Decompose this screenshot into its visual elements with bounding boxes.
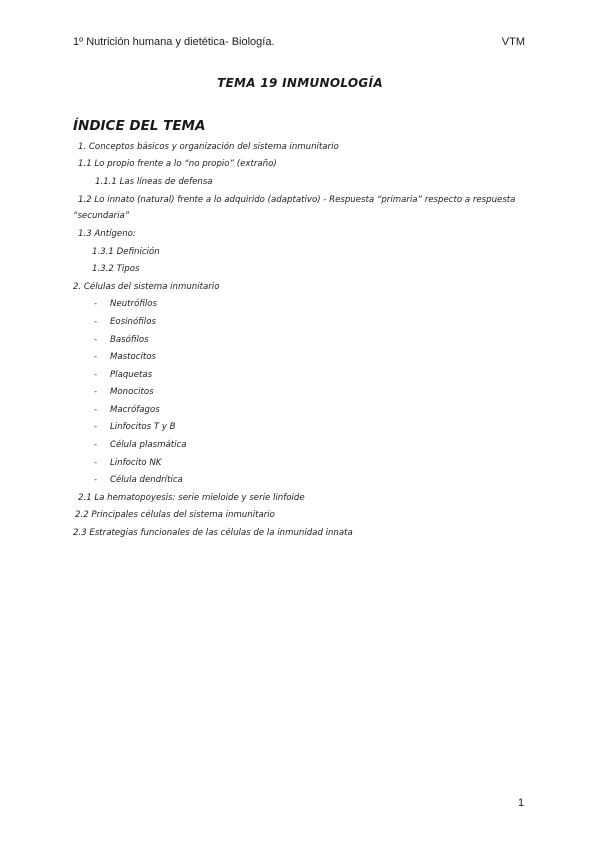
toc-item-1-2-continued: “secundaria” xyxy=(73,211,130,221)
toc-item-2-1: 2.1 La hematopoyesis: serie mieloide y serie linfoide xyxy=(78,493,305,503)
header-course-title: 1º Nutrición humana y dietética- Biología. xyxy=(73,36,275,48)
cell-list-item: Neutrófilos xyxy=(110,299,157,309)
cell-list-item: Plaquetas xyxy=(110,370,153,380)
index-heading: ÍNDICE DEL TEMA xyxy=(73,118,206,134)
cell-list-item: Linfocito NK xyxy=(110,458,162,468)
toc-item-2-2: 2.2 Principales células del sistema inmunitario xyxy=(75,510,275,520)
list-bullet: - xyxy=(94,317,98,327)
list-bullet: - xyxy=(94,475,98,485)
list-bullet: - xyxy=(94,440,98,450)
list-bullet: - xyxy=(94,422,98,432)
toc-item-1-2: 1.2 Lo innato (natural) frente a lo adquirido (adaptativo) - Respuesta “primaria” respecto a respuesta xyxy=(78,195,516,205)
list-bullet: - xyxy=(94,299,98,309)
toc-item-2-3: 2.3 Estrategias funcionales de las células de la inmunidad innata xyxy=(73,528,353,538)
toc-item-1-3-1: 1.3.1 Definición xyxy=(92,247,160,257)
page-title: TEMA 19 INMUNOLOGÍA xyxy=(217,76,383,90)
cell-list-item: Célula dendrítica xyxy=(110,475,183,485)
cell-list-item: Mastocitos xyxy=(110,352,157,362)
list-bullet: - xyxy=(94,370,98,380)
cell-list-item: Macrófagos xyxy=(110,405,160,415)
header-author-initials: VTM xyxy=(501,36,525,48)
toc-item-1-3-2: 1.3.2 Tipos xyxy=(92,264,140,274)
cell-list-item: Eosinófilos xyxy=(110,317,156,327)
cell-list-item: Linfocitos T y B xyxy=(110,422,176,432)
list-bullet: - xyxy=(94,458,98,468)
toc-item-1-1-1: 1.1.1 Las líneas de defensa xyxy=(95,177,213,187)
list-bullet: - xyxy=(94,335,98,345)
toc-item-2: 2. Células del sistema inmunitario xyxy=(73,282,220,292)
cell-list-item: Basófilos xyxy=(110,335,149,345)
list-bullet: - xyxy=(94,352,98,362)
list-bullet: - xyxy=(94,387,98,397)
toc-item-1: 1. Conceptos básicos y organización del sistema inmunitario xyxy=(78,142,339,152)
page-number: 1 xyxy=(518,797,525,809)
cell-list-item: Monocitos xyxy=(110,387,154,397)
list-bullet: - xyxy=(94,405,98,415)
cell-list-item: Célula plasmática xyxy=(110,440,187,450)
toc-item-1-1: 1.1 Lo propio frente a lo “no propio” (extraño) xyxy=(78,159,277,169)
toc-item-1-3: 1.3 Antígeno: xyxy=(78,229,136,239)
